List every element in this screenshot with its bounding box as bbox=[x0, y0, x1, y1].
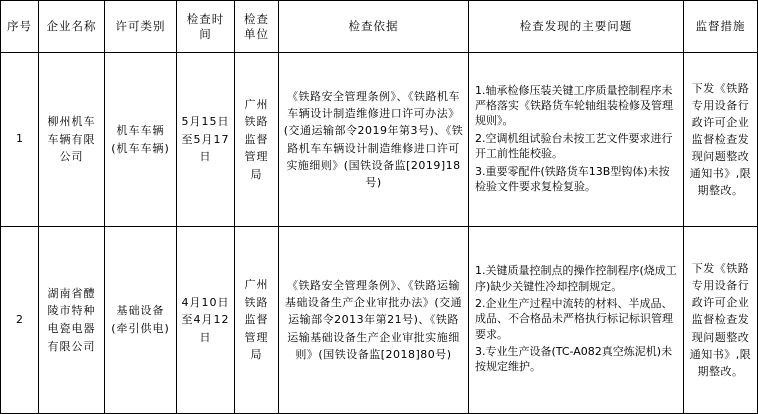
issue-item: 2.空调机组试验台未按工艺文件要求进行开工前性能校验。 bbox=[475, 131, 673, 161]
issue-item: 2.企业生产过程中流转的材料、半成品、成品、不合格品未严格执行标记标识管理要求。 bbox=[475, 296, 673, 341]
header-basis: 检查依据 bbox=[279, 1, 469, 53]
row-measure: 下发《铁路专用设备行政许可企业监督检查发现问题整改通知书》,限期整改。 bbox=[684, 227, 758, 414]
issue-item: 3.专业生产设备(TC-A082真空炼泥机)未按规定维护。 bbox=[475, 345, 673, 374]
row-basis: 《铁路安全管理条例》、《铁路机车车辆设计制造维修进口许可办法》(交通运输部令2019年第3号)、《铁路机车车辆设计制造维修进口许可实施细则》(国铁设备监[2019]18号) bbox=[279, 53, 469, 227]
header-row bbox=[1, 1, 758, 53]
row-category: 基础设备(牵引供电) bbox=[105, 227, 177, 414]
row-time: 4月10日至4月12日 bbox=[177, 227, 235, 414]
header-issues: 检查发现的主要问题 bbox=[469, 1, 684, 53]
issue-item: 1.轴承检修压装关键工序质量控制程序未严格落实《铁路货车轮轴组装检修及管理规则》。 bbox=[475, 83, 673, 128]
row-issues bbox=[469, 53, 684, 227]
row-company: 柳州机车车辆有限公司 bbox=[39, 53, 105, 227]
row-unit: 广州铁路监督管理局 bbox=[235, 53, 279, 227]
table-row bbox=[1, 53, 758, 227]
header-unit: 检查单位 bbox=[235, 1, 279, 53]
row-category: 机车车辆(机车车辆) bbox=[105, 53, 177, 227]
row-time: 5月15日至5月17日 bbox=[177, 53, 235, 227]
row-company: 湖南省醴陵市特种电瓷电器有限公司 bbox=[39, 227, 105, 414]
header-measure: 监督措施 bbox=[684, 1, 758, 53]
row-measure: 下发《铁路专用设备行政许可企业监督检查发现问题整改通知书》,限期整改。 bbox=[684, 53, 758, 227]
issue-item: 3.重要零配件(铁路货车13B型钩体)未按检验文件要求复检复验。 bbox=[475, 164, 670, 193]
header-seq: 序号 bbox=[1, 1, 39, 53]
header-category: 许可类别 bbox=[105, 1, 177, 53]
header-company: 企业名称 bbox=[39, 1, 105, 53]
row-issues bbox=[469, 227, 684, 414]
issue-item: 1.关键质量控制点的操作控制程序(烧成工序)缺少关键性冷却控制规定。 bbox=[475, 264, 677, 293]
row-seq: 2 bbox=[1, 227, 39, 414]
table-row bbox=[1, 227, 758, 414]
row-unit: 广州铁路监督管理局 bbox=[235, 227, 279, 414]
row-basis: 《铁路安全管理条例》、《铁路运输基础设备生产企业审批办法》(交通运输部令2013年第21号)、《铁路运输基础设备生产企业审批实施细则》(国铁设备监[2018]80号) bbox=[279, 227, 469, 414]
header-time: 检查时间 bbox=[177, 1, 235, 53]
row-seq: 1 bbox=[1, 53, 39, 227]
